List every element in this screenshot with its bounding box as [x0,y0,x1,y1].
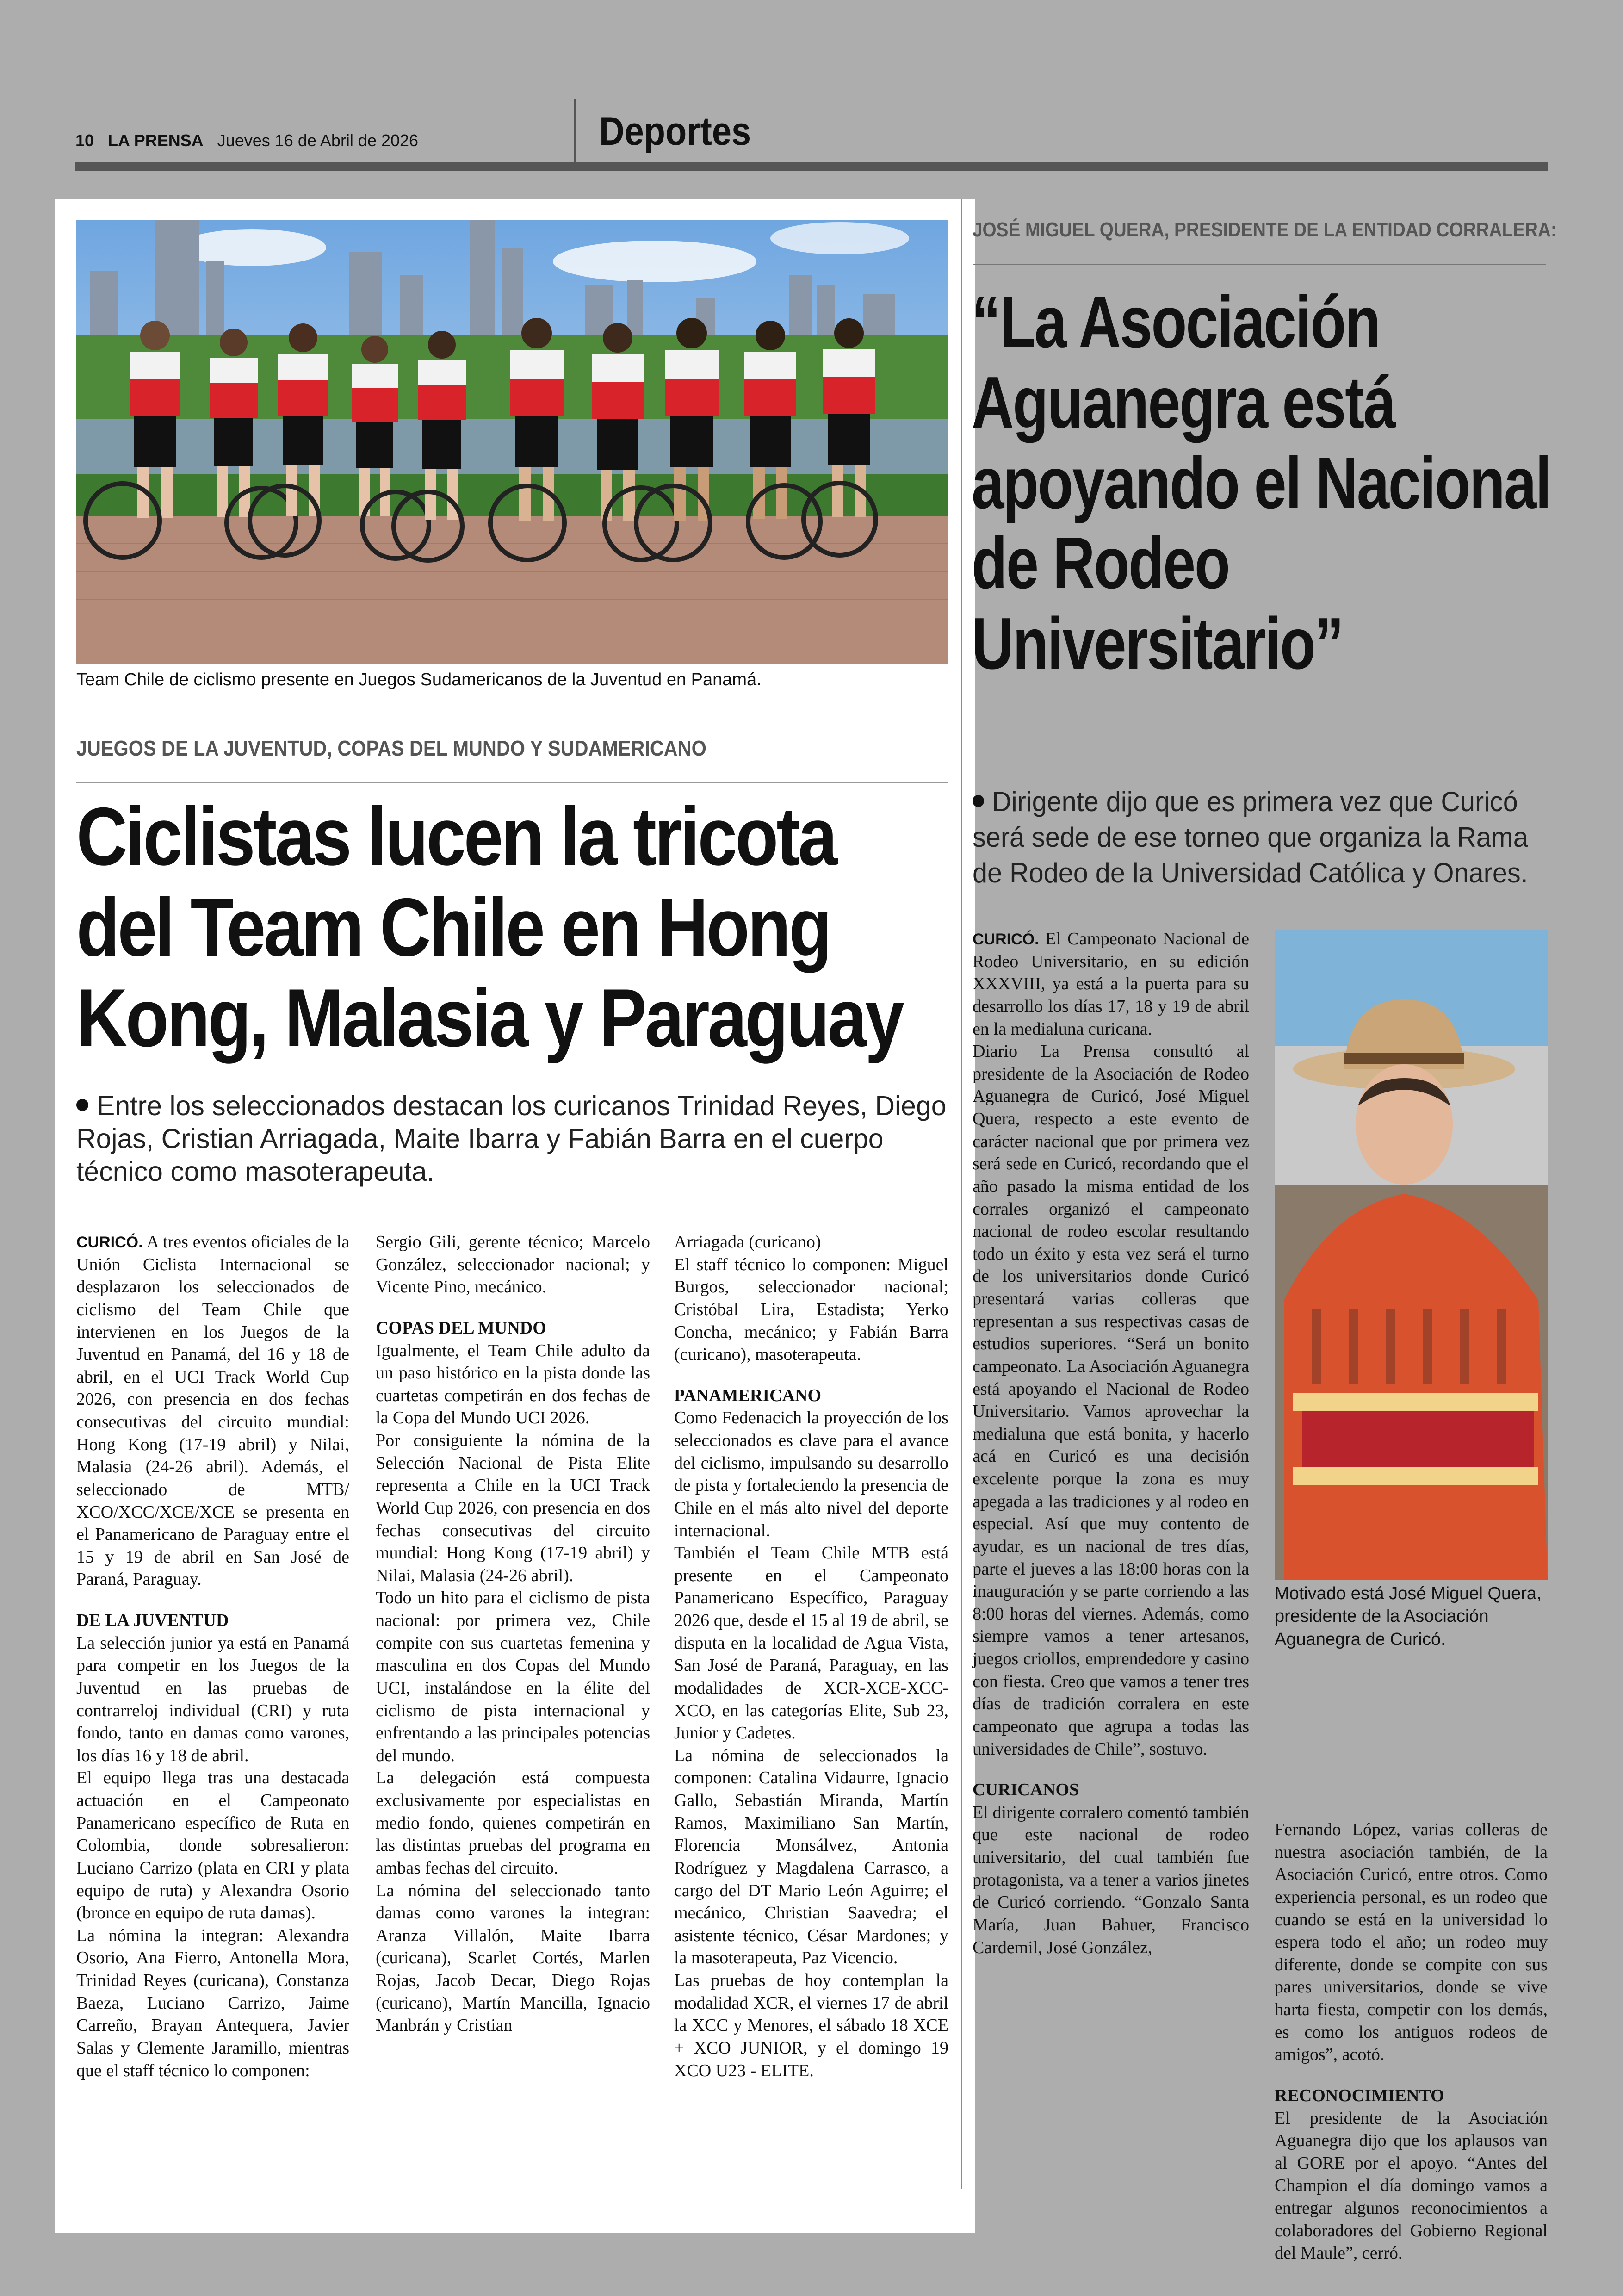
article2-kicker: JOSÉ MIGUEL QUERA, PRESIDENTE DE LA ENTIDAD CORRALERA: [973,218,1557,241]
article-headline: Ciclistas lucen la tricota del Team Chile en Hong Kong, Malasia y Paraguay [76,790,903,1064]
team-chile-photo [76,220,948,664]
portrait-photo [1275,930,1548,1580]
photo-caption: Team Chile de ciclismo presente en Juegos Sudamericanos de la Juventud en Panamá. [76,670,762,689]
paragraph: El dirigente corralero comentó también que este nacional de rodeo universitario, del cual también fue protagonista, va a tener a varios jinetes de Curicó corriendo. “Gonzalo Santa María, Juan Bahuer, Francisco Cardemil, José González, [973,1802,1249,1957]
paragraph: La delegación está compuesta exclusivamente por especialistas en medio fondo, quienes competirán en las distintas pruebas del programa en ambas fechas del circuito. [376,1768,650,1878]
portrait-illustration [1275,930,1548,1580]
portrait-caption: Motivado está José Miguel Quera, presidente de la Asociación Aguanegra de Curicó. [1275,1584,1542,1649]
paper-name: LA PRENSA [108,131,204,150]
paragraph: El Campeonato Nacional de Rodeo Universitario, en su edición XXXVIII, ya está a la puerta para su desarrollo los días 17, 18 y 19 de abril en la medialuna curicana. [973,929,1250,1039]
article-column-2 [376,1231,650,2037]
kicker-rule [973,264,1546,265]
paragraph: Las pruebas de hoy contemplan la modalidad XCR, el viernes 17 de abril la XCC y Menores, el sábado 18 XCE + XCO JUNIOR, y el domingo 19 XCO U23 - ELITE. [674,1971,948,2080]
subheading: PANAMERICANO [674,1385,822,1405]
deck-text: Dirigente dijo que es primera vez que Curicó será sede de ese torneo que organiza la Rama de Rodeo de la Universidad Católica y Onares. [973,786,1528,888]
paragraph: Todo un hito para el ciclismo de pista nacional: por primera vez, Chile compite con sus cuartetas femenina y masculina en dos Copas del Mundo UCI, instalándose en la élite del ciclismo de pista internacional y enfrentando a las principales potencias del mundo. [376,1588,650,1765]
paragraph: Arriagada (curicano) [674,1232,821,1252]
paragraph: El equipo llega tras una destacada actuación en el Campeonato Panamericano específico de Ruta en Colombia, donde sobresalieron: Luciano Carrizo (plata en CRI y plata equipo de ruta) y Alexandra Osorio (bronce en equipo de ruta damas). [76,1768,349,1923]
article-column-3 [674,1231,948,2082]
paragraph: Sergio Gili, gerente técnico; Marcelo González, seleccionador nacional; y Vicente Pino, mecánico. [376,1232,650,1297]
article2-deck [973,784,1532,891]
team-photo-illustration [76,220,948,664]
subheading: CURICANOS [973,1780,1079,1800]
paragraph: Fernando López, varias colleras de nuestra asociación también, de la Asociación Curicó, entre otros. Como experiencia personal, es un rodeo que cuando se está en la universidad lo espera todo el año; un rodeo muy diferente, donde se compite con sus pares universitarios, donde se vive harta fiesta, competir con los demás, es como los antiguos rodeos de amigos”, acotó. [1275,1820,1548,2065]
paragraph: Como Fedenacich la proyección de los seleccionados es clave para el avance del ciclismo, impulsando su desarrollo de pista y fortaleciendo la presencia de Chile en el más alto nivel del deporte internacional. [674,1408,948,1540]
article-deck [76,1090,948,1188]
dateline: CURICÓ. [76,1234,143,1251]
issue-date: Jueves 16 de Abril de 2026 [217,131,419,150]
page-number: 10 [75,131,94,150]
subheading: RECONOCIMIENTO [1275,2085,1444,2105]
paragraph: Igualmente, el Team Chile adulto da un paso histórico en la pista donde las cuartetas competirán en dos fechas de la Copa del Mundo UCI 2026. [376,1340,650,1428]
article2-headline: “La Asociación Aguanegra está apoyando el Nacional de Rodeo Universitario” [972,281,1551,685]
kicker-rule [76,782,948,783]
subheading: DE LA JUVENTUD [76,1611,229,1630]
paragraph: La selección junior ya está en Panamá para competir en los Juegos de la Juventud en las pruebas de contrarreloj individual (CRI) y ruta fondo, tanto en damas como varones, los días 16 y 18 de abril. [76,1633,349,1765]
subheading: COPAS DEL MUNDO [376,1318,546,1338]
paragraph: La nómina la integran: Alexandra Osorio, Ana Fierro, Antonella Mora, Trinidad Reyes (curicana), Constanza Baeza, Luciano Carrizo, Jaime Carreño, Brayan Antequera, Javier Salas y Clemente Jaramillo, mientras que el staff técnico lo componen: [76,1925,349,2080]
bullet-icon [76,1099,88,1111]
article-kicker: JUEGOS DE LA JUVENTUD, COPAS DEL MUNDO Y SUDAMERICANO [76,736,706,760]
paragraph: Por consiguiente la nómina de la Selección Nacional de Pista Elite representa a Chile en la UCI Track World Cup 2026, con presencia en dos fechas consecutivas del circuito mundial: Hong Kong (17-19 abril) y Nilai, Malasia (24-26 abril). [376,1431,650,1585]
column-divider [961,199,962,2189]
header-divider [574,99,576,169]
page-header-left [75,131,418,150]
paragraph: Diario La Prensa consultó al presidente de la Asociación de Rodeo Aguanegra de Curicó, José Miguel Quera, respecto a este evento de carácter nacional que por primera vez será sede en Curicó, recordando que el año pasado la misma entidad de los corrales organizó el campeonato nacional de rodeo escolar resultando todo un éxito y esta vez será el turno de los universitarios donde Curicó presentará varias colleras que representan a sus respectivas casas de estudios superiores. “Será un bonito campeonato. La Asociación Aguanegra está apoyando el Nacional de Rodeo Universitario. Vamos aprovechar la medialuna que está bonita, y hacerlo acá en Curicó es una decisión excelente porque la zona es muy apegada a las tradiciones y al rodeo en especial. Así que muy contento de ayudar, es un nacional de tres días, parte el jueves a las 18:00 horas con la inauguración y se parte corriendo a las 8:00 horas del viernes. Además, como siempre vamos a tener artesanos, juegos criollos, emprendedore y casino con fiesta. Creo que vamos a tener tres días de tradición corralera en este campeonato que agrupa a todas las universidades de Chile”, sostuvo. [973,1042,1249,1759]
article2-column-2 [1275,1818,1548,2265]
section-title: Deportes [599,109,751,154]
header-rule [75,162,1548,171]
paragraph: El staff técnico lo componen: Miguel Burgos, seleccionador nacional; Cristóbal Lira, Estadista; Yerko Concha, mecánico; y Fabián Barra (curicano), masoterapeuta. [674,1254,948,1365]
paragraph: La nómina de seleccionados la componen: Catalina Vidaurre, Ignacio Gallo, Sebastián Miranda, Martín Ramos, Maximiliano San Martín, Florencia Monsálvez, Antonia Rodríguez y Magdalena Carrasco, a cargo del DT Mario León Aguirre; el mecánico, Christian Saavedra; el asistente técnico, César Mardones; y la masoterapeuta, Paz Vicencio. [674,1745,948,1968]
paragraph: El presidente de la Asociación Aguanegra dijo que los aplausos van al GORE por el apoyo. “Antes del Champion el día domingo vamos a entregar algunos reconocimientos a colaboradores del Gobierno Regional del Maule”, cerró. [1275,2108,1548,2263]
paragraph: También el Team Chile MTB está presente en el Campeonato Panamericano Específico, Paraguay 2026 que, desde el 15 al 19 de abril, se disputa en la localidad de Agua Vista, San José de Paraná, Paraguay, en las modalidades de XCR-XCE-XCC-XCO, en las categorías Elite, Sub 23, Junior y Cadetes. [674,1543,948,1743]
bullet-icon [973,795,984,807]
paragraph: La nómina del seleccionado tanto damas como varones la integran: Aranza Villalón, Maite Ibarra (curicana), Scarlet Cortés, Marlen Rojas, Jacob Decar, Diego Rojas (curicano), Martín Mancilla, Ignacio Manbrán y Cristian [376,1880,650,2035]
article2-column-1 [973,928,1249,1959]
deck-text: Entre los seleccionados destacan los curicanos Trinidad Reyes, Diego Rojas, Cristian Arriagada, Maite Ibarra y Fabián Barra en el cuerpo técnico como masoterapeuta. [76,1091,947,1187]
article-column-1 [76,1231,349,2082]
dateline: CURICÓ. [973,931,1039,948]
paragraph: A tres eventos oficiales de la Unión Ciclista Internacional se desplazaron los seleccionados de ciclismo del Team Chile que intervienen en los Juegos de la Juventud en Panamá, del 16 y 18 de abril, en el UCI Track World Cup 2026, con presencia en dos fechas consecutivas del circuito mundial: Hong Kong (17-19 abril) y Nilai, Malasia (24-26 abril). Además, el seleccionado de MTB/ XCO/XCC/XCE/XCE se presenta en el Panamericano de Paraguay entre el 15 y 19 de abril en San José de Paraná, Paraguay. [76,1232,350,1589]
